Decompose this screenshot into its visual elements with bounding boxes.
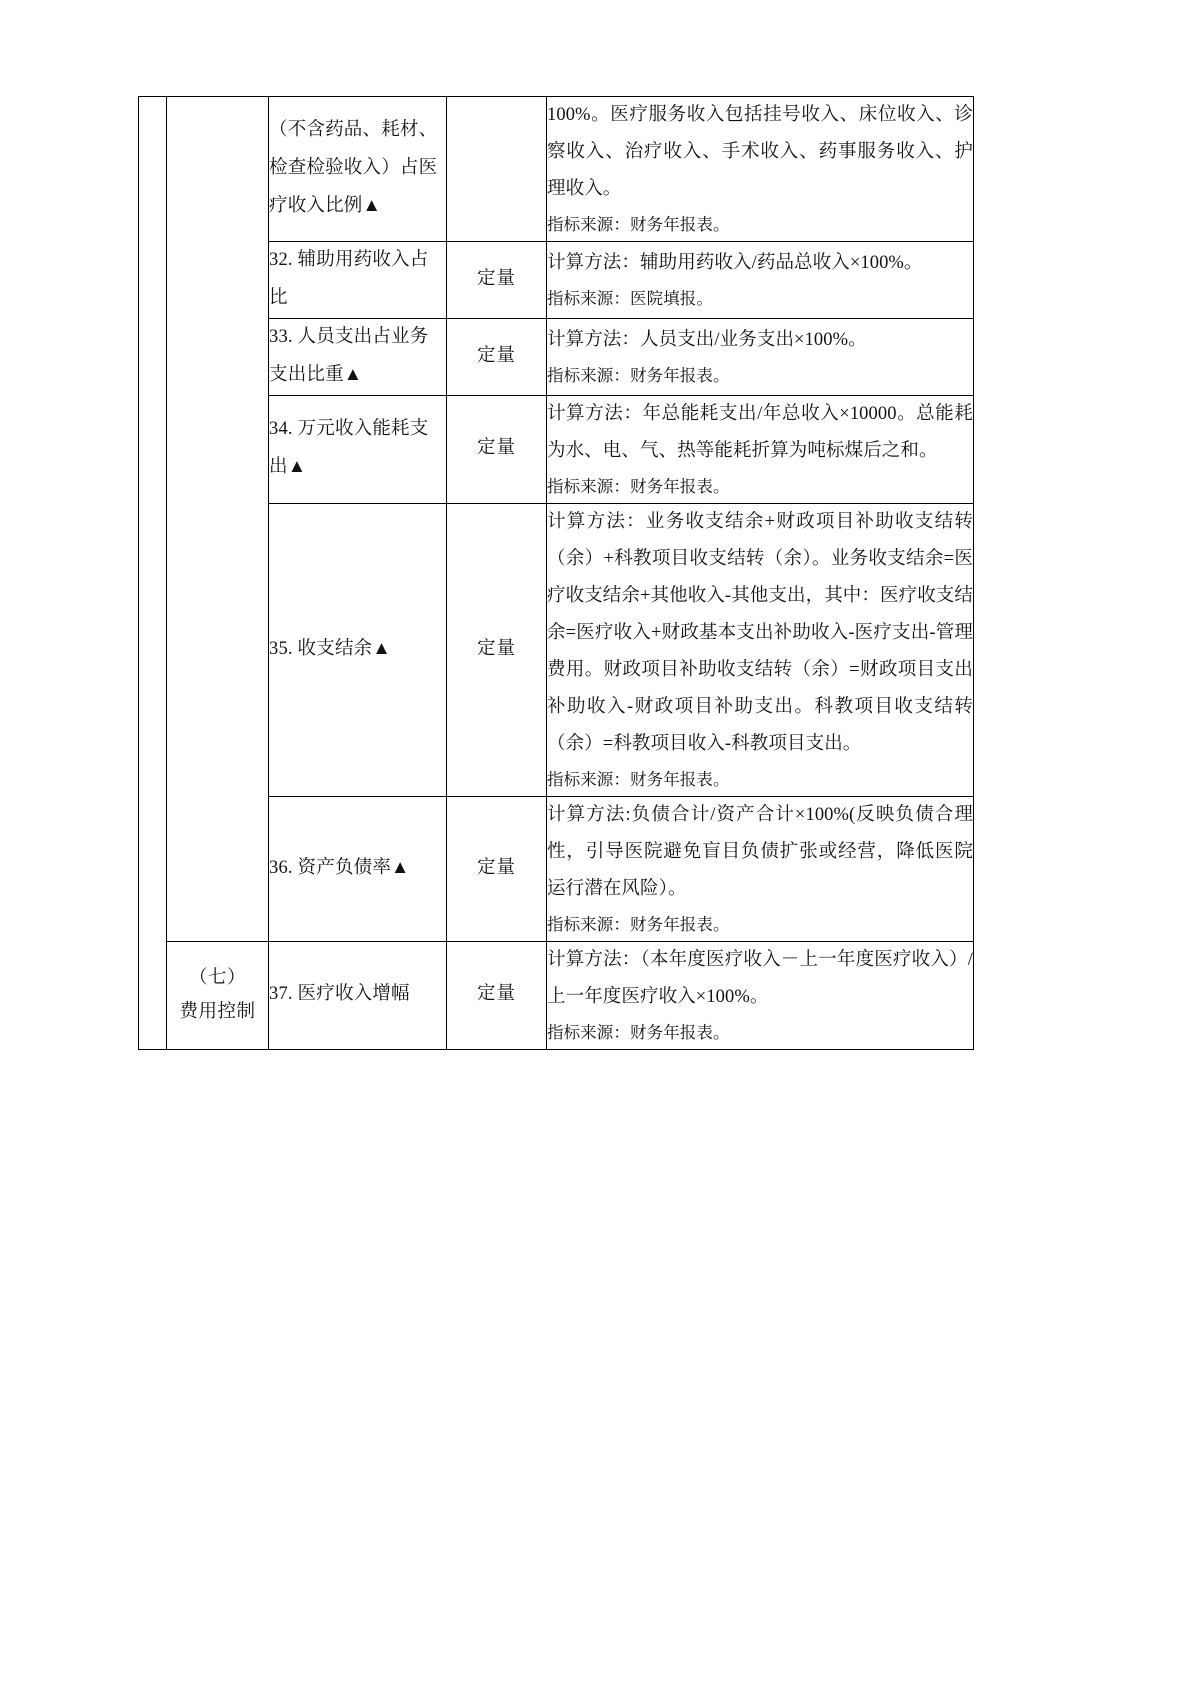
indicator-name-line: 37. 医疗收入增幅 <box>269 984 410 1005</box>
indicator-type-label: 定量 <box>476 638 516 659</box>
indicator-method-cell <box>547 395 974 503</box>
indicator-name-cell <box>269 503 447 796</box>
category-cell-empty <box>167 97 269 942</box>
calculation-method-text: 计算方法：（本年度医疗收入－上一年度医疗收入）/上一年度医疗收入×100%。 <box>547 949 973 1007</box>
indicator-type-label: 定量 <box>476 345 516 366</box>
indicator-type-label: 定量 <box>476 857 516 878</box>
calculation-method-text: 计算方法:负债合计/资产合计×100%(反映负债合理性，引导医院避免盲目负债扩张或经营，降低医院运行潜在风险）。 <box>547 804 973 899</box>
indicator-method-cell <box>547 941 974 1049</box>
indicator-name-cell <box>269 242 447 319</box>
indicator-type-cell <box>447 97 547 242</box>
indicator-name-line: （不含药品、耗材、 <box>269 120 438 141</box>
indicator-table <box>138 96 974 1050</box>
indicator-source-text: 指标来源：财务年报表。 <box>547 476 730 496</box>
indicator-name-cell <box>269 97 447 242</box>
indicator-name-line: 35. 收支结余▲ <box>269 638 391 659</box>
indicator-type-cell <box>447 395 547 503</box>
indicator-method-cell <box>547 97 974 242</box>
indicator-method-cell <box>547 318 974 395</box>
indicator-method-cell <box>547 503 974 796</box>
indicator-type-label: 定量 <box>476 438 516 459</box>
indicator-name-line: 检查检验收入）占医 <box>269 158 438 179</box>
indicator-name-cell <box>269 796 447 941</box>
calculation-method-text: 计算方法：年总能耗支出/年总收入×10000。总能耗为水、电、气、热等能耗折算为吨标煤后之和。 <box>547 403 973 461</box>
indicator-name-line: 32. 辅助用药收入占 <box>269 250 429 270</box>
indicator-name-cell <box>269 395 447 503</box>
calculation-method-text: 计算方法：业务收支结余+财政项目补助收支结转（余）+科教项目收支结转（余）。业务收支结余=医疗收支结余+其他收入-其他支出，其中：医疗收支结余=医疗收入+财政基本支出补助收入-医疗支出-管理费用。财政项目补助收支结转（余）=财政项目支出补助收入-财政项目补助支出。科教项目收支结转（余）=科教项目收入-科教项目支出。 <box>547 511 973 754</box>
indicator-method-cell <box>547 242 974 319</box>
category-cell <box>167 941 269 1049</box>
indicator-name-line: 34. 万元收入能耗支 <box>269 419 429 440</box>
calculation-method-text: 计算方法：人员支出/业务支出×100%。 <box>547 329 867 350</box>
calculation-method-text: 计算方法：辅助用药收入/药品总收入×100%。 <box>547 252 923 273</box>
table-row <box>139 97 974 242</box>
indicator-name-line: 36. 资产负债率▲ <box>269 857 410 878</box>
indicator-type-cell <box>447 503 547 796</box>
indicator-type-cell <box>447 242 547 319</box>
indicator-method-cell <box>547 796 974 941</box>
indicator-type-cell <box>447 796 547 941</box>
indicator-name-line: 出▲ <box>269 457 307 478</box>
indicator-type-cell <box>447 318 547 395</box>
indicator-name-line: 疗收入比例▲ <box>269 195 382 216</box>
indicator-source-text: 指标来源：财务年报表。 <box>547 769 730 789</box>
indicator-name-line: 比 <box>269 287 288 308</box>
category-label-line: （七） <box>188 967 246 988</box>
table-row <box>139 941 974 1049</box>
category-label-line: 费用控制 <box>179 1002 256 1023</box>
indicator-type-label: 定量 <box>476 269 516 290</box>
indicator-source-text: 指标来源：财务年报表。 <box>547 365 730 385</box>
outer-section-cell <box>139 97 167 1050</box>
indicator-source-text: 指标来源：财务年报表。 <box>547 215 730 234</box>
calculation-method-text: 100%。医疗服务收入包括挂号收入、床位收入、诊察收入、治疗收入、手术收入、药事服务收入、护理收入。 <box>547 105 973 199</box>
indicator-name-line: 33. 人员支出占业务 <box>269 326 429 347</box>
indicator-source-text: 指标来源：财务年报表。 <box>547 1022 730 1042</box>
indicator-name-cell <box>269 941 447 1049</box>
indicator-source-text: 指标来源：财务年报表。 <box>547 914 730 934</box>
indicator-name-line: 支出比重▲ <box>269 364 363 385</box>
indicator-type-label: 定量 <box>476 984 516 1005</box>
indicator-type-cell <box>447 941 547 1049</box>
indicator-source-text: 指标来源：医院填报。 <box>547 288 713 308</box>
indicator-name-cell <box>269 318 447 395</box>
